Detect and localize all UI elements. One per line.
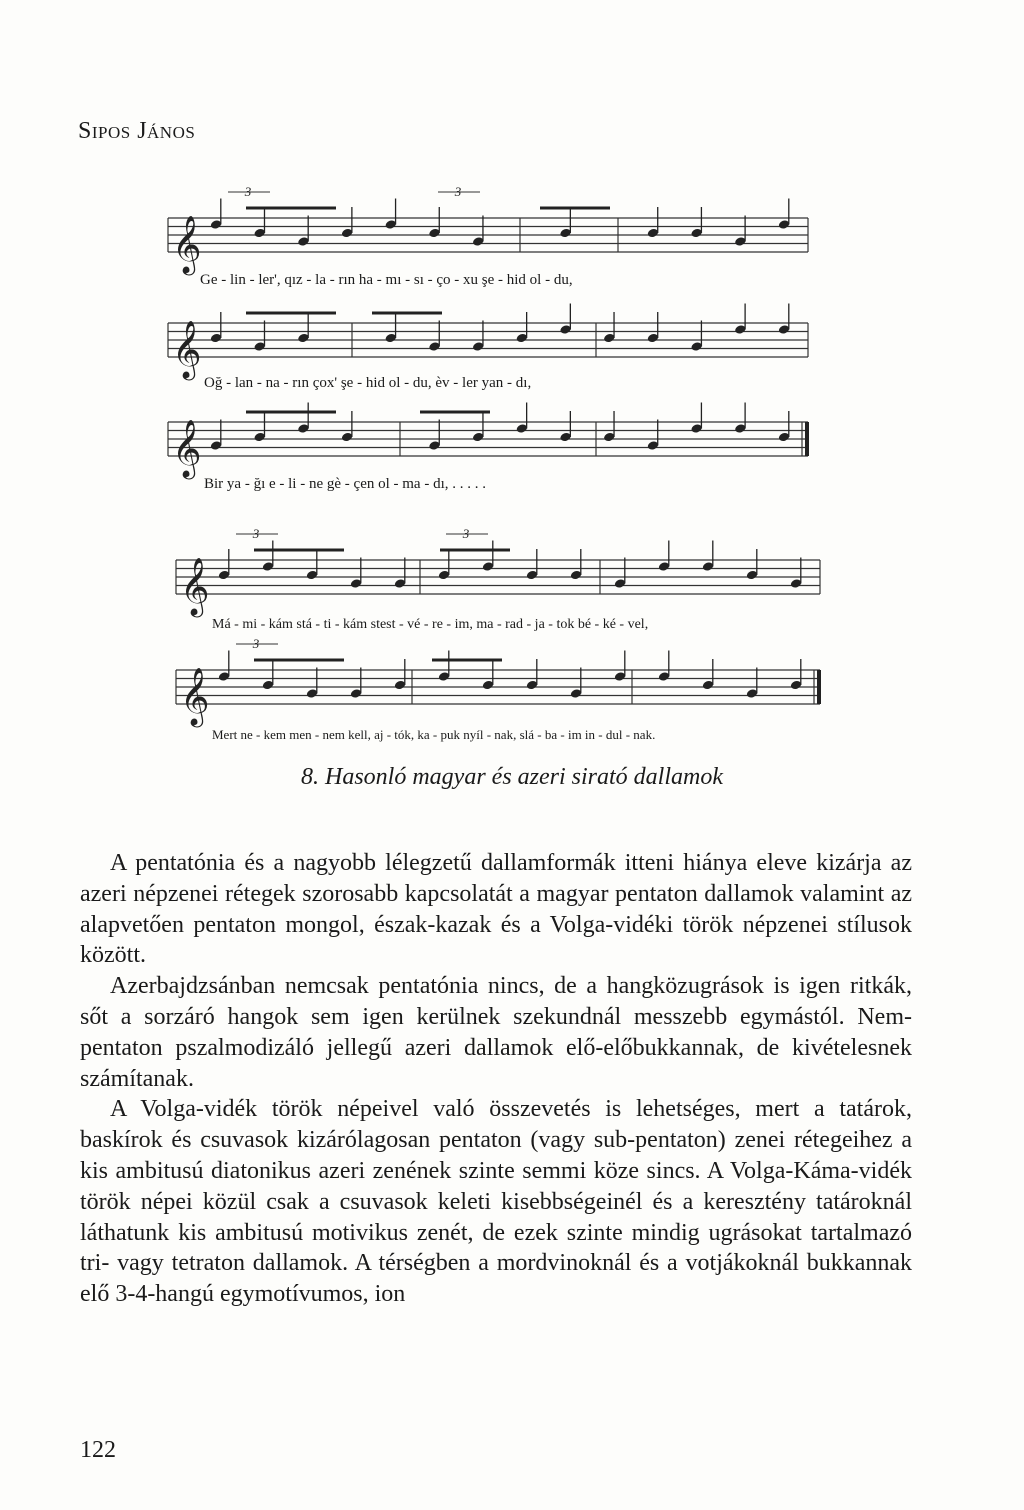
paragraph-1: A pentatónia és a nagyobb lélegzetű dallamformák itteni hiánya eleve kizárja az azeri népzenei rétegek szorosabb kapcsolatát a magyar pentaton dallamok valamint az alapvetően pentaton mongol, észak-kazak és a Volga-vidéki török népzenei stílusok között. xyxy=(80,850,912,969)
triplet-mark: 3 xyxy=(244,184,252,199)
paragraph-3: A Volga-vidék török népeivel való összevetés is lehetséges, mert a tatárok, baskírok és csuvasok kizárólagosan pentaton (vagy sub-pentaton) zenei rétegeihez a kis ambitusú diatonikus azeri zenének szinte semmi köze sincs. A Volga-Káma-vidék török népei közül csak a csuvasok keleti kisebbségeinél és a keresztény tatároknál láthatunk kis ambitusú motivikus zenét, de ezek szinte mindig ugrásokat tartalmazó tri- vagy tetraton dallamok. A térségben a mordvinoknál és a votjákoknál bukkannak elő 3-4-hangú egymotívumos, ion xyxy=(80,1096,912,1308)
treble-clef-icon: 𝄞 xyxy=(180,667,210,725)
paragraph-2: Azerbajdzsánban nemcsak pentatónia nincs, de a hangközugrások is igen ritkák, sőt a sorzáró hangok sem igen kerülnek szekundnál messzebb egymástól. Nem-pentaton pszalmodizáló jellegű azeri dallamok elő-előbukkannak, de kivételesnek számítanak. xyxy=(80,973,912,1092)
lyric-line-2: Oğ - lan - na - rın çox' şe - hid ol - du, èv - ler yan - dı, xyxy=(204,375,532,391)
final-barline-thick xyxy=(817,670,821,704)
treble-clef-icon: 𝄞 xyxy=(180,557,210,615)
treble-clef-icon: 𝄞 xyxy=(172,215,202,273)
figure-caption: 8. Hasonló magyar és azeri sirató dallamok xyxy=(301,764,723,790)
triplet-mark: 3 xyxy=(252,636,260,651)
page-number: 122 xyxy=(80,1437,116,1463)
triplet-mark: 3 xyxy=(454,184,462,199)
triplet-mark: 3 xyxy=(252,526,260,541)
treble-clef-icon: 𝄞 xyxy=(172,320,202,378)
lyric-line-3: Bir ya - ğı e - li - ne gè - çen ol - ma - dı, . . . . . xyxy=(204,476,486,492)
lyric-line-1: Ge - lin - ler', qız - la - rın ha - mı - sı - ço - xu şe - hid ol - du, xyxy=(200,272,573,288)
body-text xyxy=(80,848,912,1310)
author-name: Sipos János xyxy=(78,118,196,144)
lyric-line-4: Má - mi - kám stá - ti - kám stest - vé - re - im, ma - rad - ja - tok bé - ké - vel, xyxy=(212,617,649,632)
lyric-line-5: Mert ne - kem men - nem kell, aj - tók, ka - puk nyíl - nak, slá - ba - im in - dul - nak. xyxy=(212,727,656,742)
treble-clef-icon: 𝄞 xyxy=(172,419,202,477)
triplet-mark: 3 xyxy=(462,526,470,541)
final-barline-thick xyxy=(805,422,809,456)
